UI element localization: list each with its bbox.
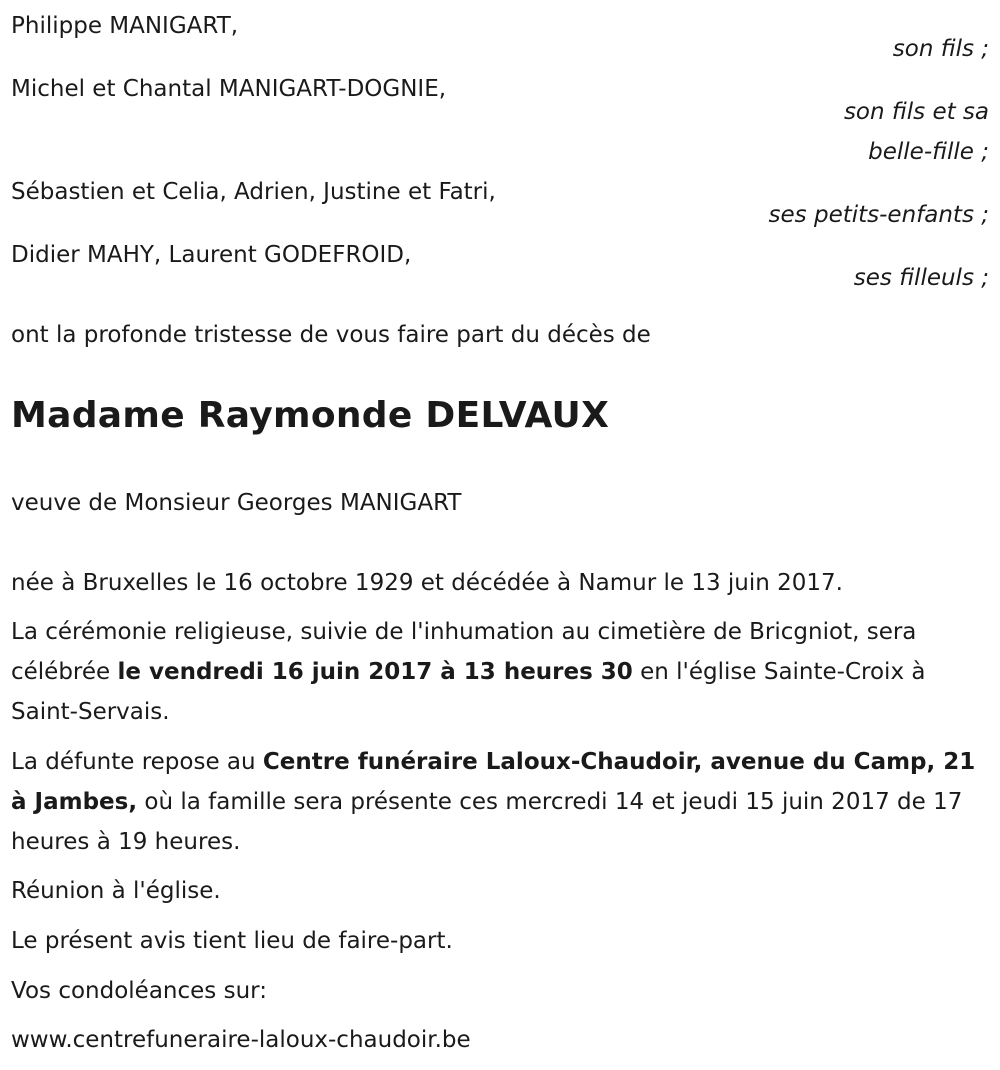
ceremony-paragraph [11, 612, 991, 732]
announcement-text: ont la profonde tristesse de vous faire part du décès de [11, 322, 651, 348]
funeral-center-address: Centre funéraire Laloux-Chaudoir, avenue du Camp, 21 à Jambes, [11, 749, 976, 815]
condolences-label: Vos condoléances sur: [11, 978, 267, 1004]
widow-of-text: veuve de Monsieur Georges MANIGART [11, 490, 462, 516]
ceremony-location: en l'église Sainte-Croix à Saint-Servais. [11, 659, 926, 725]
family-relation: belle-fille ; [868, 139, 989, 165]
family-relation: son fils et sa [843, 99, 989, 125]
ceremony-date: le vendredi 16 juin 2017 à 13 heures 30 [117, 659, 633, 685]
meeting-text: Réunion à l'église. [11, 878, 221, 904]
repose-paragraph [11, 742, 991, 862]
family-member-name: Didier MAHY, Laurent GODEFROID, [11, 242, 412, 268]
family-member-name: Michel et Chantal MANIGART-DOGNIE, [11, 76, 447, 102]
website-link[interactable]: www.centrefuneraire-laloux-chaudoir.be [11, 1027, 471, 1053]
family-relation: son fils ; [892, 36, 989, 62]
family-relation: ses filleuls ; [853, 265, 989, 291]
family-member-name: Sébastien et Celia, Adrien, Justine et Fatri, [11, 179, 496, 205]
family-member-name: Philippe MANIGART, [11, 13, 239, 39]
notice-text: Le présent avis tient lieu de faire-part. [11, 928, 453, 954]
ceremony-text: La cérémonie religieuse, suivie de l'inhumation au cimetière de Bricgniot, sera célébrée [11, 619, 917, 685]
repose-text: La défunte repose au [11, 749, 263, 775]
deceased-name: Madame Raymonde DELVAUX [11, 395, 610, 436]
visiting-hours: où la famille sera présente ces mercredi 14 et jeudi 15 juin 2017 de 17 heures à 19 heures. [11, 789, 963, 855]
birth-death-text: née à Bruxelles le 16 octobre 1929 et décédée à Namur le 13 juin 2017. [11, 570, 843, 596]
family-relation: ses petits-enfants ; [768, 202, 989, 228]
